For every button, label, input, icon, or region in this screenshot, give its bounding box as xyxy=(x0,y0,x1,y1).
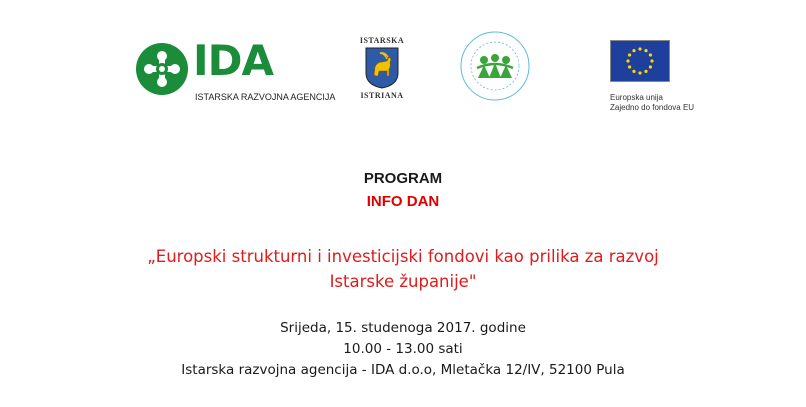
eu-stars-icon xyxy=(611,41,669,81)
event-location: Istarska razvojna agencija - IDA d.o.o, Mletačka 12/IV, 52100 Pula xyxy=(181,362,625,378)
event-title-line1: „Europski strukturni i investicijski fondovi kao prilika za razvoj xyxy=(147,247,659,266)
istra-top-text: ISTARSKA xyxy=(359,36,405,45)
event-details xyxy=(0,318,806,381)
ida-subtitle: ISTARSKA RAZVOJNA AGENCIJA xyxy=(195,92,336,102)
eu-caption-line1: Europska unija xyxy=(610,93,663,102)
info-dan-heading: INFO DAN xyxy=(366,193,440,210)
ida-emblem-icon xyxy=(135,42,189,96)
eu-logo xyxy=(610,40,700,115)
event-date: Srijeda, 15. studenoga 2017. godine xyxy=(280,320,526,336)
event-time: 10.00 - 13.00 sati xyxy=(343,341,463,357)
ida-wordmark: IDA xyxy=(193,36,273,85)
logo-row xyxy=(0,0,806,130)
goat-crest-icon xyxy=(365,47,399,89)
partnerstvo-logo xyxy=(459,30,531,102)
eu-caption xyxy=(610,93,694,113)
program-heading: PROGRAM xyxy=(363,170,443,187)
istra-bottom-text: ISTRIANA xyxy=(360,91,404,100)
partnership-people-icon xyxy=(459,30,531,102)
event-title xyxy=(0,244,806,294)
event-title-line2: Istarske županije" xyxy=(329,272,477,291)
istarska-zupanija-logo xyxy=(356,36,408,110)
eu-flag xyxy=(610,40,670,82)
ida-logo xyxy=(135,36,336,110)
eu-caption-line2: Zajedno do fondova EU xyxy=(610,103,695,112)
